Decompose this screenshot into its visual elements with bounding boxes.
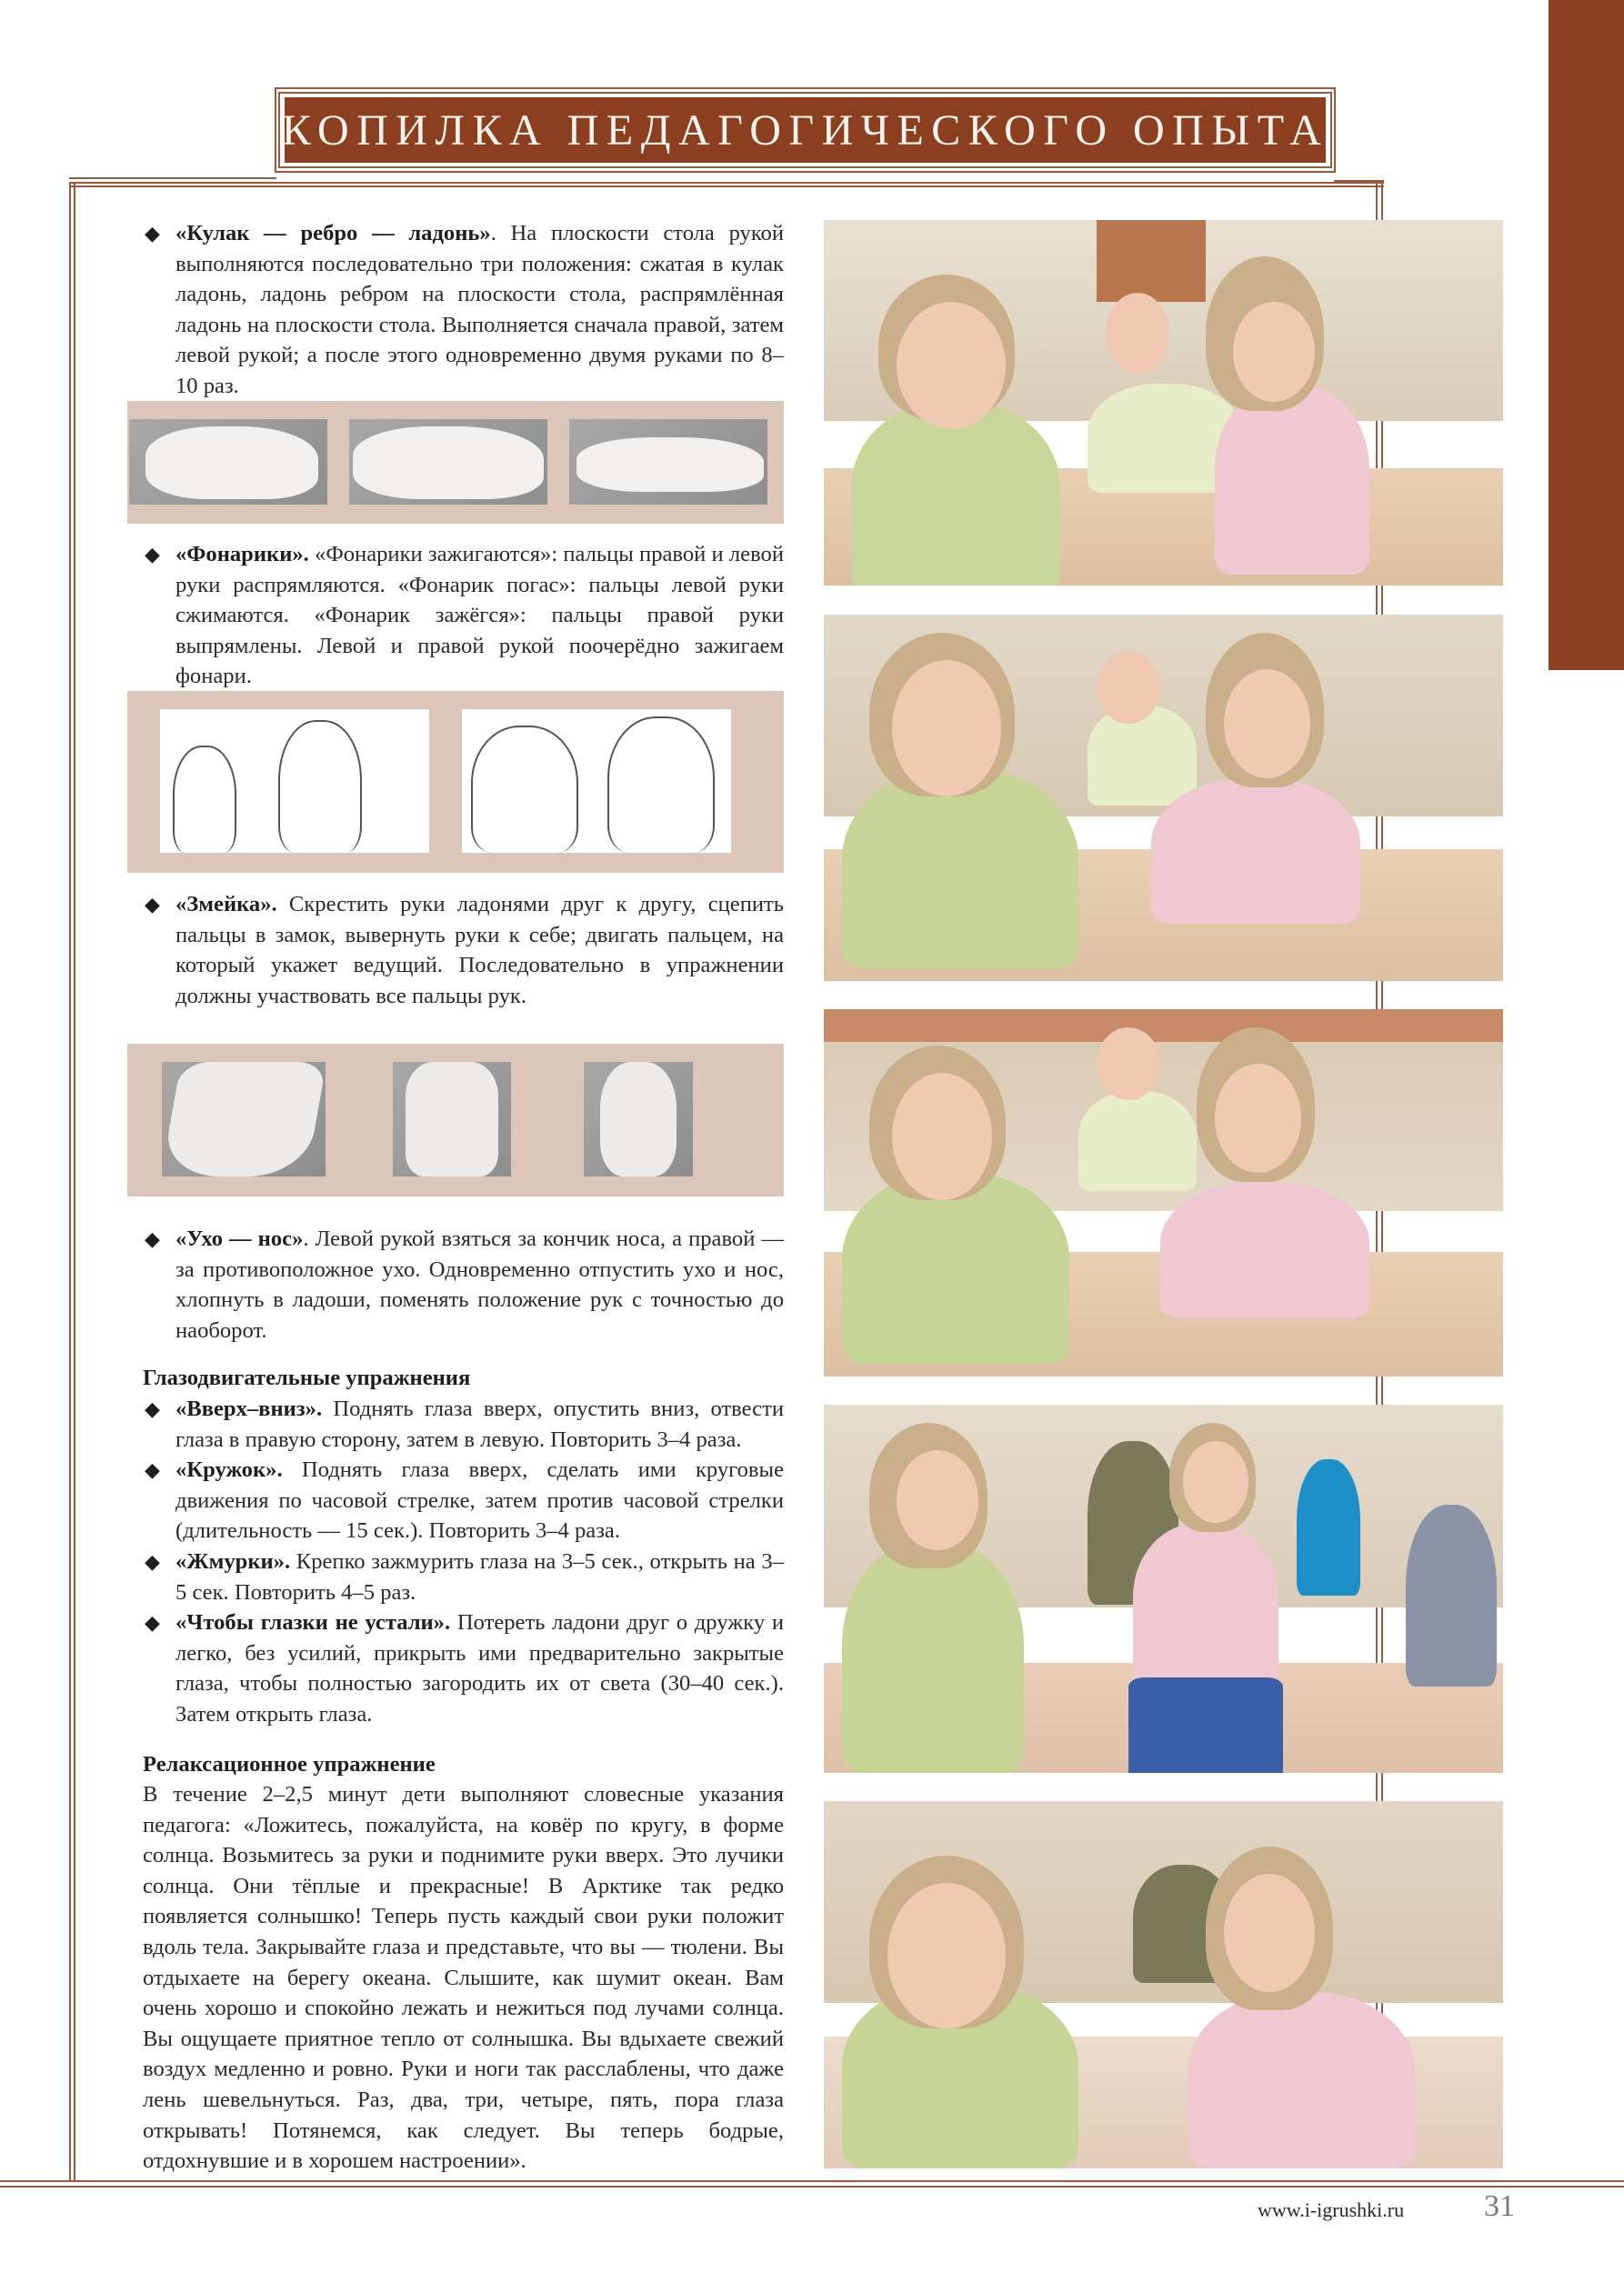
hand-palm-image <box>569 419 767 505</box>
exercise-snake <box>143 889 784 1011</box>
relax-exercise-text: В течение 2–2,5 минут дети выполняют словесные указания педагога: «Ложитесь, пожалуйста, на ковёр по кругу, в форме солнца. Возьмитесь за руки и поднимите руки вверх. Это лучики солнца. Они тёплые и прекрасные! В Арктике так редко появляется солнышко! Теперь пусть каждый свои руки положит вдоль тела. Закрывайте глаза и представьте, что вы — тюлени. Вы отдыхаете на берегу океана. Слышите, как шумит океан. Вам очень хорошо и спокойно лежать и нежиться под лучами солнца. Вы ощущаете приятное тепло от солнышка. Вы вдыхаете свежий воздух медленно и ровно. Руки и ноги так расслаблены, что даже лень шевельнуться. Раз, два, три, четыре, пять, пора глаза открывать! Потянемся, как следует. Вы теперь бодрые, отдохнувшие и в хорошем настроении». <box>143 1782 784 2174</box>
eye-exercises-heading: Глазодвигательные упражнения <box>143 1366 471 1391</box>
exercise-title: «Змейка». <box>175 892 277 916</box>
exercise-title: «Фонарики». <box>175 542 309 566</box>
footer-website-link[interactable]: www.i-igrushki.ru <box>1258 2198 1405 2221</box>
hand-fist-image <box>129 419 327 505</box>
section-title: КОПИЛКА ПЕДАГОГИЧЕСКОГО ОПЫТА <box>281 105 1329 155</box>
exercise-title: «Ухо — нос» <box>175 1227 304 1251</box>
page-edge-tab <box>1549 0 1624 670</box>
diamond-bullet-icon: ◆ <box>145 1227 160 1250</box>
illustration-snake <box>127 1044 784 1197</box>
diamond-bullet-icon: ◆ <box>145 1397 160 1420</box>
exercise-text: Поднять глаза вверх, опустить вниз, отвести глаза в правую сторону, затем в левую. Повторить 3–4 раза. <box>175 1396 784 1452</box>
clasped-hands-image <box>584 1062 693 1177</box>
frame-line <box>69 185 1384 187</box>
exercise-title: «Кулак — ребро — ладонь» <box>175 221 491 245</box>
section-banner <box>281 97 1329 163</box>
eye-exercise-up-down <box>143 1394 784 1455</box>
exercise-text: Поднять глаза вверх, сделать ими круговые движения по часовой стрелке, затем против часовой стрелки (длительность — 15 сек.). Повторить 3–4 раза. <box>175 1457 784 1544</box>
photo-sitting-at-desks <box>824 1009 1503 1377</box>
left-column-4 <box>143 1224 784 2177</box>
left-column <box>143 218 784 402</box>
exercise-text: . На плоскости стола рукой выполняются последовательно три положения: сжатая в кулак ладонь, ладонь ребром на плоскости стола, распрямлённая ладонь на плоскости стола. Выполняется сначала правой, затем левой рукой; а после этого одновременно двумя руками по 8–10 раз. <box>175 221 784 398</box>
frame-line <box>0 2180 1624 2182</box>
eye-exercise-blind <box>143 1547 784 1607</box>
relax-exercise-heading: Релаксационное упражнение <box>143 1751 436 1777</box>
crossed-hands-image <box>162 1062 326 1177</box>
hand-edge-image <box>349 419 547 505</box>
exercise-text: Крепко зажмурить глаза на 3–5 сек., открыть на 3–5 сек. Повторить 4–5 раз. <box>175 1548 784 1605</box>
frame-line <box>0 2186 1624 2188</box>
page-number: 31 <box>1484 2189 1515 2223</box>
exercise-title: «Кружок». <box>175 1457 283 1483</box>
exercise-title: «Чтобы глазки не устали». <box>175 1610 451 1636</box>
exercise-ear-nose <box>143 1224 784 1346</box>
diamond-bullet-icon: ◆ <box>145 1611 160 1635</box>
diamond-bullet-icon: ◆ <box>145 1549 160 1573</box>
eye-exercise-palming <box>143 1607 784 1729</box>
exercise-text: «Фонарики зажигаются»: пальцы правой и левой руки распрямляются. «Фонарик погас»: пальцы левой руки сжимаются. «Фонарик зажёгся»: пальцы правой руки выпрямлены. Левой и правой рукой поочерёдно зажигаем фонари. <box>175 542 784 689</box>
diamond-bullet-icon: ◆ <box>145 222 160 245</box>
photo-finger-rings <box>824 220 1503 586</box>
diamond-bullet-icon: ◆ <box>145 1458 160 1482</box>
frame-line <box>74 182 75 2182</box>
photo-hands-on-desks <box>824 615 1503 981</box>
frame-line <box>69 182 71 2182</box>
hands-sketch-left <box>160 709 429 853</box>
hands-sketch-right <box>462 709 731 853</box>
left-column-3 <box>143 889 784 1011</box>
frame-line <box>69 182 1384 184</box>
photo-standing-exercise <box>824 1405 1503 1773</box>
diamond-bullet-icon: ◆ <box>145 543 160 566</box>
exercise-text: . Левой рукой взяться за кончик носа, а правой — за противоположное ухо. Одновременно отпустить ухо и нос, хлопнуть в ладоши, поменять положение рук с точностью до наоборот. <box>175 1227 784 1343</box>
frame-line <box>69 177 276 179</box>
photo-ear-nose-exercise <box>824 1801 1503 2168</box>
exercise-title: «Жмурки». <box>175 1548 291 1574</box>
illustration-fist-edge-palm <box>127 401 784 524</box>
illustration-lanterns <box>127 691 784 873</box>
exercise-text: Потереть ладони друг о дружку и легко, без усилий, прикрыть ими предварительно закрытые глаза, чтобы полностью загородить их от света (30–40 сек.). Затем открыть глаза. <box>175 1610 784 1727</box>
exercise-lanterns <box>143 539 784 692</box>
exercise-fist-edge-palm <box>143 218 784 402</box>
exercise-title: «Вверх–вниз». <box>175 1396 323 1421</box>
eye-exercise-circle <box>143 1455 784 1547</box>
joined-hands-image <box>393 1062 511 1177</box>
left-column-2 <box>143 539 784 692</box>
exercise-text: Скрестить руки ладонями друг к другу, сцепить пальцы в замок, вывернуть руки к себе; двигать пальцем, на который укажет ведущий. Последовательно в упражнении должны участвовать все пальцы рук. <box>175 892 784 1008</box>
diamond-bullet-icon: ◆ <box>145 893 160 916</box>
